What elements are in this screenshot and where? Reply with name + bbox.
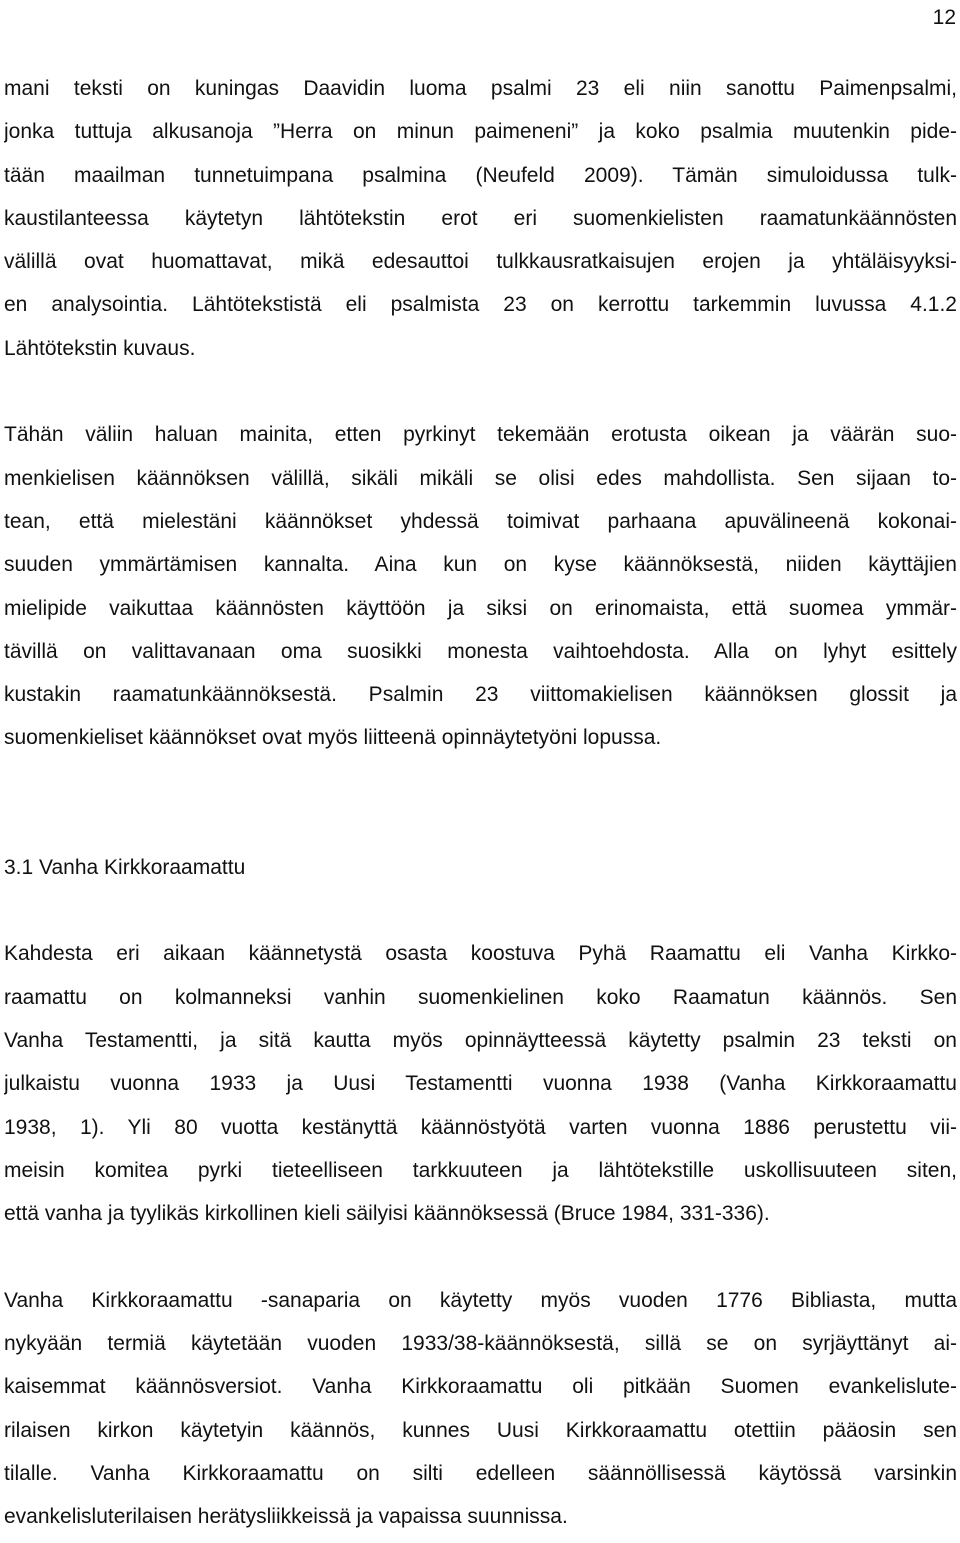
text-line: 1938, 1). Yli 80 vuotta kestänyttä käännöstyötä varten vuonna 1886 perustettu vii- — [4, 1115, 957, 1139]
text-line: mielipide vaikuttaa käännösten käyttöön ja siksi on erinomaista, että suomea ymmär- — [4, 596, 957, 620]
text-line: en analysointia. Lähtötekstistä eli psalmista 23 on kerrottu tarkemmin luvussa 4.1.2 — [4, 293, 957, 317]
paragraph-intro — [4, 67, 957, 370]
text-line: Vanha Testamentti, ja sitä kautta myös opinnäytteessä käytetty psalmin 23 teksti on — [4, 1028, 957, 1052]
text-line: Tähän väliin haluan mainita, etten pyrkinyt tekemään erotusta oikean ja väärän suo- — [4, 423, 957, 447]
heading-spacer — [4, 889, 957, 932]
text-line: evankelisluterilaisen herätysliikkeissä ja vapaissa suunnissa. — [4, 1505, 568, 1529]
text-line: kustakin raamatunkäännöksestä. Psalmin 23 viittomakielisen käännöksen glossit ja — [4, 683, 957, 707]
paragraph-translations-note — [4, 413, 957, 759]
text-line: Kahdesta eri aikaan käännetystä osasta koostuva Pyhä Raamattu eli Vanha Kirkko- — [4, 942, 957, 966]
text-line: Lähtötekstin kuvaus. — [4, 336, 196, 360]
text-line: raamattu on kolmanneksi vanhin suomenkielinen koko Raamatun käännös. Sen — [4, 985, 957, 1009]
paragraph-kirkkoraamattu-usage — [4, 1279, 957, 1539]
text-line: tävillä on valittavanaan oma suosikki monesta vaihtoehdosta. Alla on lyhyt esittely — [4, 639, 957, 663]
text-line: julkaistu vuonna 1933 ja Uusi Testamentti vuonna 1938 (Vanha Kirkkoraamattu — [4, 1072, 957, 1096]
paragraph-spacer — [4, 1235, 957, 1278]
document-body — [4, 67, 957, 1539]
paragraph-kirkkoraamattu-history — [4, 932, 957, 1235]
text-line: meisin komitea pyrki tieteelliseen tarkkuuteen ja lähtötekstille uskollisuuteen siten, — [4, 1158, 957, 1182]
text-line: jonka tuttuja alkusanoja ”Herra on minun paimeneni” ja koko psalmia muutenkin pide- — [4, 120, 957, 144]
text-line: että vanha ja tyylikäs kirkollinen kieli säilyisi käännöksessä (Bruce 1984, 331-336). — [4, 1202, 770, 1226]
text-line: mani teksti on kuningas Daavidin luoma psalmi 23 eli niin sanottu Paimenpsalmi, — [4, 77, 957, 100]
text-line: Vanha Kirkkoraamattu -sanaparia on käytetty myös vuoden 1776 Bibliasta, mutta — [4, 1288, 957, 1312]
text-line: kaisemmat käännösversiot. Vanha Kirkkoraamattu oli pitkään Suomen evankelislute- — [4, 1375, 957, 1399]
text-line: menkielisen käännöksen välillä, sikäli mikäli se olisi edes mahdollista. Sen sijaan to- — [4, 466, 957, 490]
text-line: tään maailman tunnetuimpana psalmina (Neufeld 2009). Tämän simuloidussa tulk- — [4, 163, 957, 187]
text-line: tean, että mielestäni käännökset yhdessä toimivat parhaana apuvälineenä kokonai- — [4, 509, 957, 533]
text-line: suuden ymmärtämisen kannalta. Aina kun on kyse käännöksestä, niiden käyttäjien — [4, 553, 957, 577]
section-heading: 3.1 Vanha Kirkkoraamattu — [4, 855, 246, 879]
section-spacer — [4, 760, 957, 846]
text-line: kaustilanteessa käytetyn lähtötekstin erot eri suomenkielisten raamatunkäännösten — [4, 206, 957, 230]
text-line: nykyään termiä käytetään vuoden 1933/38-käännöksestä, sillä se on syrjäyttänyt ai- — [4, 1332, 957, 1356]
text-line: suomenkieliset käännökset ovat myös liitteenä opinnäytetyöni lopussa. — [4, 726, 662, 750]
paragraph-spacer — [4, 370, 957, 413]
text-line: rilaisen kirkon käytetyin käännös, kunnes Uusi Kirkkoraamattu otettiin pääosin sen — [4, 1418, 957, 1442]
page-number: 12 — [932, 6, 956, 29]
text-line: tilalle. Vanha Kirkkoraamattu on silti edelleen säännöllisessä käytössä varsinkin — [4, 1461, 957, 1485]
text-line: välillä ovat huomattavat, mikä edesauttoi tulkkausratkaisujen erojen ja yhtäläisyyksi- — [4, 250, 957, 274]
